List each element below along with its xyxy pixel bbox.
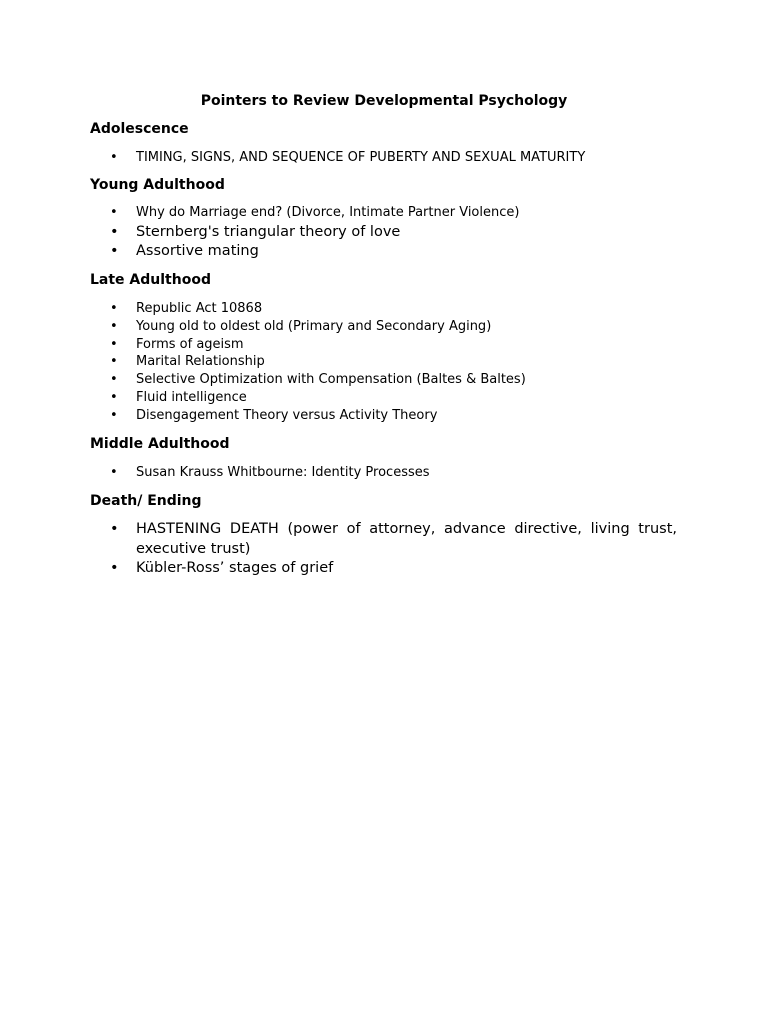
list-item-text: Why do Marriage end? (Divorce, Intimate Partner Violence) <box>136 205 520 220</box>
bullet-icon: • <box>110 521 119 537</box>
section-list-middle-adulthood <box>90 464 677 482</box>
bullet-icon: • <box>110 389 118 405</box>
list-item-text: Susan Krauss Whitbourne: Identity Processes <box>136 465 430 480</box>
list-item <box>90 223 677 243</box>
list-item <box>90 204 677 222</box>
list-item-text: TIMING, SIGNS, AND SEQUENCE OF PUBERTY AND SEXUAL MATURITY <box>136 150 586 165</box>
section-heading-young-adulthood: Young Adulthood <box>90 177 225 193</box>
section-list-young-adulthood <box>90 204 677 262</box>
list-item <box>90 242 677 262</box>
bullet-icon: • <box>110 318 118 334</box>
list-item-text: HASTENING DEATH (power of attorney, advance directive, living trust, executive trust) <box>136 521 677 557</box>
list-item <box>90 520 677 559</box>
bullet-icon: • <box>110 354 118 370</box>
bullet-icon: • <box>110 150 118 165</box>
section-list-adolescence <box>90 149 677 167</box>
list-item <box>90 464 677 482</box>
section-heading-adolescence: Adolescence <box>90 121 189 137</box>
bullet-icon: • <box>110 301 118 316</box>
bullet-icon: • <box>110 336 118 352</box>
list-item <box>90 149 677 167</box>
bullet-icon: • <box>110 243 119 260</box>
section-heading-middle-adulthood: Middle Adulthood <box>90 436 230 452</box>
section-heading-late-adulthood: Late Adulthood <box>90 272 211 288</box>
list-item <box>90 336 677 354</box>
section-heading-death-ending: Death/ Ending <box>90 493 202 509</box>
list-item <box>90 300 677 318</box>
bullet-icon: • <box>110 465 118 480</box>
section-list-death-ending <box>90 520 677 579</box>
list-item-text: Selective Optimization with Compensation (Baltes & Baltes) <box>136 372 526 388</box>
list-item <box>90 371 677 389</box>
list-item-text: Sternberg's triangular theory of love <box>136 223 401 240</box>
bullet-icon: • <box>110 560 119 576</box>
list-item-text: Republic Act 10868 <box>136 301 263 316</box>
list-item-text: Disengagement Theory versus Activity Theory <box>136 407 438 423</box>
list-item-text: Young old to oldest old (Primary and Secondary Aging) <box>136 318 492 334</box>
list-item <box>90 389 677 407</box>
bullet-icon: • <box>110 205 118 220</box>
document-title: Pointers to Review Developmental Psychology <box>200 93 568 109</box>
list-item-text: Kübler-Ross’ stages of grief <box>136 560 334 576</box>
list-item-text: Forms of ageism <box>136 336 244 352</box>
list-item <box>90 559 677 579</box>
list-item-text: Fluid intelligence <box>136 389 247 405</box>
section-list-late-adulthood <box>90 300 677 425</box>
bullet-icon: • <box>110 223 119 240</box>
bullet-icon: • <box>110 372 118 388</box>
list-item <box>90 407 677 425</box>
list-item-text: Assortive mating <box>136 243 259 260</box>
list-item-text: Marital Relationship <box>136 354 265 370</box>
bullet-icon: • <box>110 407 118 423</box>
list-item <box>90 318 677 336</box>
list-item <box>90 353 677 371</box>
